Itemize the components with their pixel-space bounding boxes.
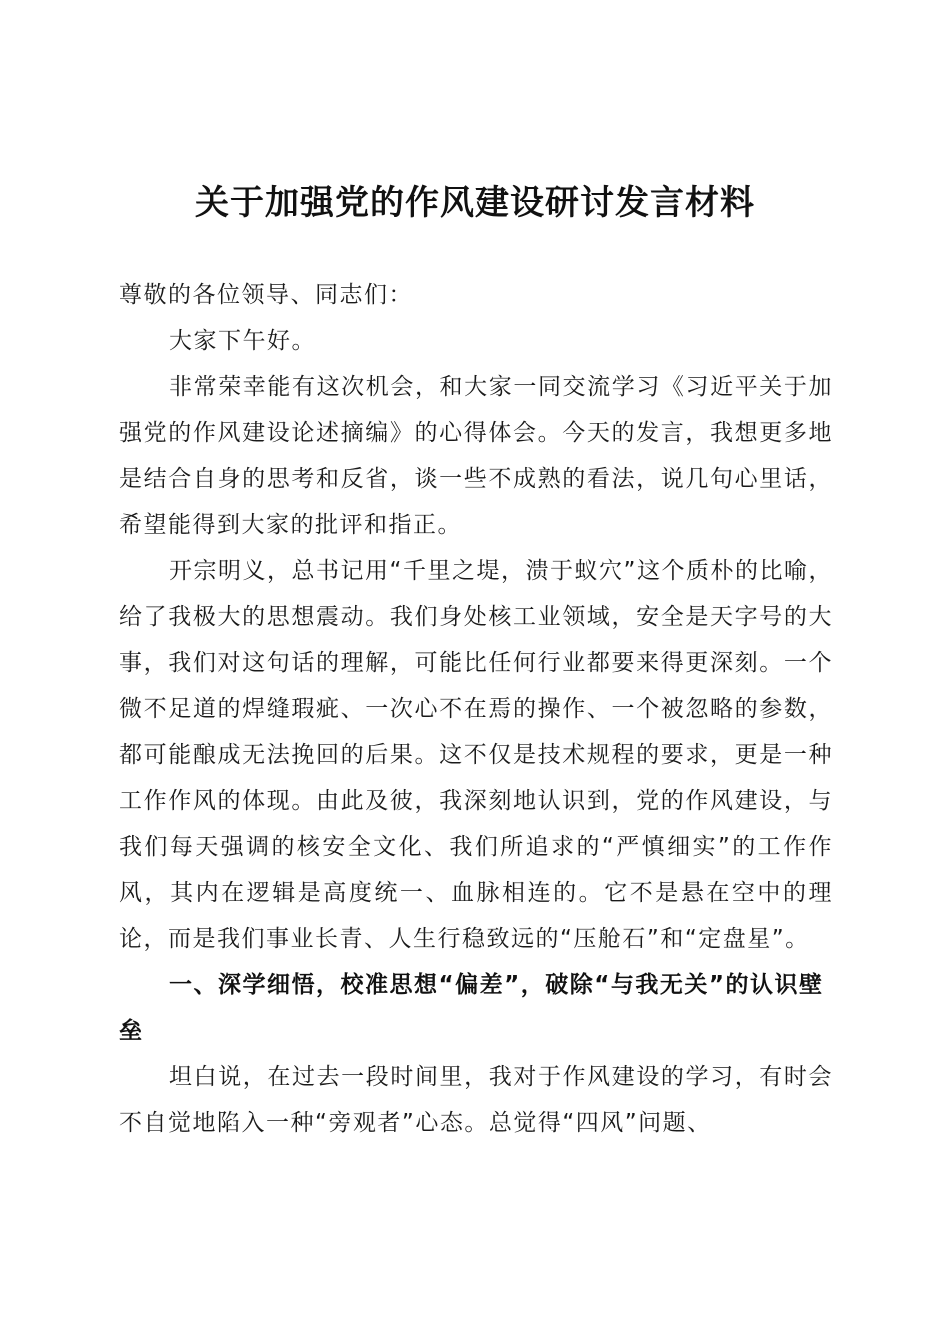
- section-paragraph: 坦白说，在过去一段时间里，我对于作风建设的学习，有时会不自觉地陷入一种“旁观者”心态。总觉得“四风”问题、: [119, 1064, 833, 1136]
- section-heading: 一、深学细悟，校准思想“偏差”，破除“与我无关”的认识壁垒: [119, 972, 824, 1044]
- paragraph-intro: 非常荣幸能有这次机会，和大家一同交流学习《习近平关于加强党的作风建设论述摘编》的心得体会。今天的发言，我想更多地是结合自身的思考和反省，谈一些不成熟的看法，说几句心里话，希望能得到大家的批评和指正。: [119, 374, 833, 538]
- greeting: 大家下午好。: [169, 328, 316, 354]
- paragraph-opening: 开宗明义，总书记用“千里之堤，溃于蚁穴”这个质朴的比喻，给了我极大的思想震动。我们身处核工业领域，安全是天字号的大事，我们对这句话的理解，可能比任何行业都要来得更深刻。一个微不足道的焊缝瑕疵、一次心不在焉的操作、一个被忽略的参数，都可能酿成无法挽回的后果。这不仅是技术规程的要求，更是一种工作作风的体现。由此及彼，我深刻地认识到，党的作风建设，与我们每天强调的核安全文化、我们所追求的“严慎细实”的工作作风，其内在逻辑是高度统一、血脉相连的。它不是悬在空中的理论，而是我们事业长青、人生行稳致远的“压舱石”和“定盘星”。: [119, 558, 833, 952]
- salutation: 尊敬的各位领导、同志们：: [119, 282, 413, 308]
- document-title: 关于加强党的作风建设研讨发言材料: [195, 183, 755, 223]
- document-body: [119, 272, 833, 1146]
